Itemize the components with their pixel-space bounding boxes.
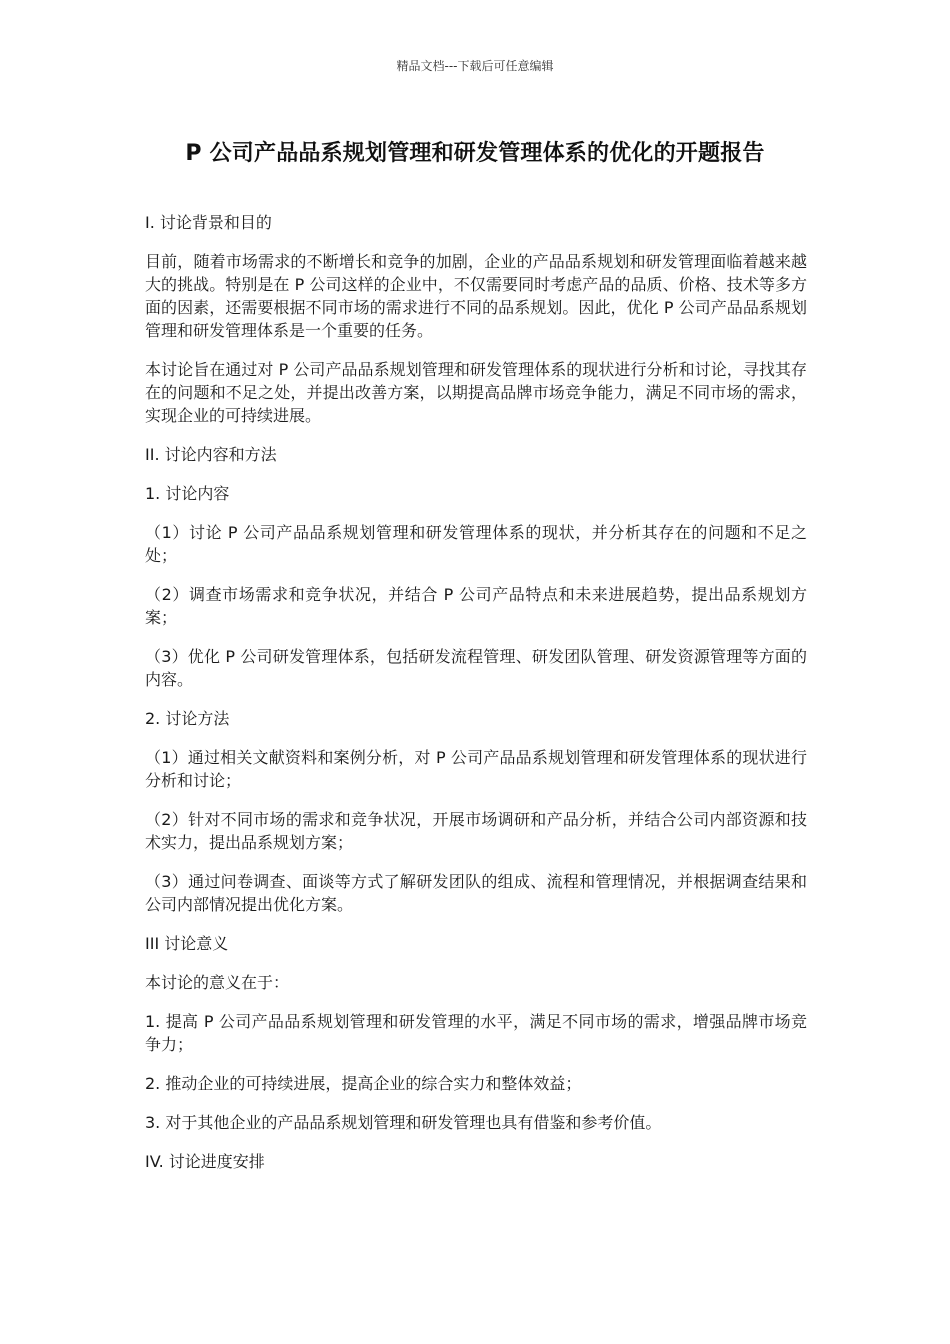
- document-body: [145, 211, 807, 1189]
- method-item-2: （2）针对不同市场的需求和竞争状况，开展市场调研和产品分析，并结合公司内部资源和技术实力，提出品系规划方案；: [145, 810, 807, 852]
- subheading-method: 2. 讨论方法: [145, 709, 230, 728]
- section-heading-significance: III 讨论意义: [145, 934, 229, 953]
- section-heading-schedule: IV. 讨论进度安排: [145, 1152, 265, 1171]
- subheading-content: 1. 讨论内容: [145, 484, 230, 503]
- content-item-2: （2）调查市场需求和竞争状况，并结合 P 公司产品特点和未来进展趋势，提出品系规划方案；: [145, 585, 807, 627]
- significance-item-2: 2. 推动企业的可持续进展，提高企业的综合实力和整体效益；: [145, 1074, 582, 1093]
- page-header: 精品文档---下载后可任意编辑: [396, 59, 554, 73]
- significance-item-1: 1. 提高 P 公司产品品系规划管理和研发管理的水平，满足不同市场的需求，增强品牌市场竞争力；: [145, 1012, 807, 1054]
- content-item-3: （3）优化 P 公司研发管理体系，包括研发流程管理、研发团队管理、研发资源管理等方面的内容。: [145, 647, 807, 689]
- document-title: P 公司产品品系规划管理和研发管理体系的优化的开题报告: [185, 141, 765, 166]
- method-item-1: （1）通过相关文献资料和案例分析，对 P 公司产品品系规划管理和研发管理体系的现状进行分析和讨论；: [145, 748, 807, 790]
- content-item-1: （1）讨论 P 公司产品品系规划管理和研发管理体系的现状，并分析其存在的问题和不足之处；: [145, 523, 807, 565]
- paragraph-purpose: 本讨论旨在通过对 P 公司产品品系规划管理和研发管理体系的现状进行分析和讨论，寻找其存在的问题和不足之处，并提出改善方案，以期提高品牌市场竞争能力，满足不同市场的需求，实现企业的可持续进展。: [145, 360, 807, 425]
- section-heading-content-method: II. 讨论内容和方法: [145, 445, 277, 464]
- section-heading-background: I. 讨论背景和目的: [145, 213, 272, 232]
- significance-intro: 本讨论的意义在于：: [145, 973, 290, 992]
- method-item-3: （3）通过问卷调查、面谈等方式了解研发团队的组成、流程和管理情况，并根据调查结果和公司内部情况提出优化方案。: [145, 872, 807, 914]
- paragraph-background: 目前，随着市场需求的不断增长和竞争的加剧，企业的产品品系规划和研发管理面临着越来越大的挑战。特别是在 P 公司这样的企业中，不仅需要同时考虑产品的品质、价格、技术等多方面的因素，还需要根据不同市场的需求进行不同的品系规划。因此，优化 P 公司产品品系规划管理和研发管理体系是一个重要的任务。: [145, 252, 807, 340]
- significance-item-3: 3. 对于其他企业的产品品系规划管理和研发管理也具有借鉴和参考价值。: [145, 1113, 662, 1132]
